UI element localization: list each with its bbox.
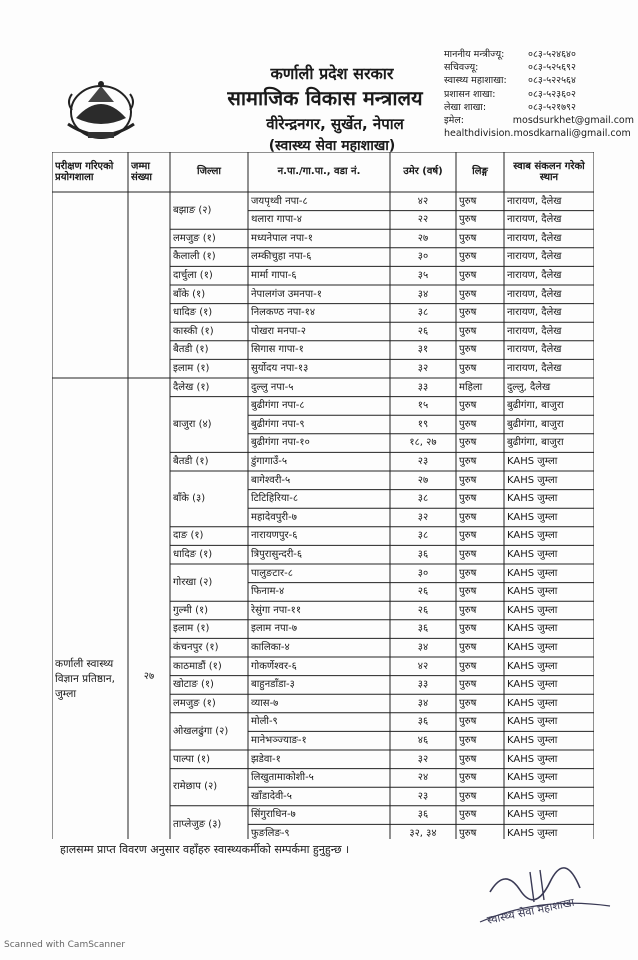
district-cell: धादिङ (१) <box>173 548 213 560</box>
contact-row <box>444 88 634 101</box>
sex-cell: पुरुष <box>459 586 477 598</box>
swab-site-cell: KAHS जुम्ला <box>507 772 558 784</box>
municipality-cell: मोली-९ <box>251 716 278 728</box>
group-total-cell: २७ <box>143 671 155 682</box>
age-cell: २६ <box>417 604 429 616</box>
age-cell: ४६ <box>417 734 429 746</box>
sex-cell: पुरुष <box>459 400 477 412</box>
district-cell: खोटाङ (१) <box>173 679 214 691</box>
contact-label: लेखा शाखा: <box>444 101 487 113</box>
municipality-cell: मध्यनेपाल नपा-१ <box>251 232 313 244</box>
swab-site-cell: KAHS जुम्ला <box>507 511 558 523</box>
swab-site-cell: KAHS जुम्ला <box>507 660 558 672</box>
sex-cell: पुरुष <box>459 362 477 374</box>
contact-label: प्रशासन शाखा: <box>444 88 496 100</box>
swab-site-cell: KAHS जुम्ला <box>507 679 558 691</box>
swab-site-cell: KAHS जुम्ला <box>507 586 558 598</box>
age-cell: २६ <box>417 325 429 337</box>
swab-site-cell: बुढीगंगा, बाजुरा <box>507 437 564 449</box>
sex-cell: पुरुष <box>459 548 477 560</box>
sex-cell: पुरुष <box>459 660 477 672</box>
municipality-cell: फुङलिङ-९ <box>251 827 290 839</box>
age-cell: ३३ <box>417 381 429 393</box>
municipality-cell: बुढीगंगा नपा-९ <box>251 418 305 430</box>
sex-cell: पुरुष <box>459 530 477 542</box>
district-cell: धादिङ (१) <box>173 307 213 319</box>
age-cell: ३८ <box>417 307 429 319</box>
contact-label: सचिवज्यू: <box>444 62 479 74</box>
sex-cell: पुरुष <box>459 455 477 467</box>
header-sex: लिङ्ग <box>472 166 488 178</box>
sex-cell: पुरुष <box>459 679 477 691</box>
age-cell: ३६ <box>417 716 429 728</box>
svg-text:स्वास्थ्य सेवा महाशाखा: स्वास्थ्य सेवा महाशाखा <box>485 895 576 927</box>
district-cell: गोरखा (२) <box>173 576 213 588</box>
swab-site-cell: KAHS जुम्ला <box>507 734 558 746</box>
municipality-cell: गोकर्णेश्वर-६ <box>251 660 297 672</box>
contact-block <box>444 48 634 140</box>
district-cell: इलाम (१) <box>173 362 210 374</box>
age-cell: ३४ <box>417 288 429 300</box>
office-location: वीरेन्द्रनगर, सुर्खेत, नेपाल <box>266 115 404 133</box>
age-cell: ३० <box>417 251 429 263</box>
header-lab: परीक्षण गरिएको प्रयोगशाला <box>55 160 114 183</box>
municipality-cell: कालिका-४ <box>251 641 290 653</box>
municipality-cell: बागेश्वरी-५ <box>251 474 291 486</box>
contact-row <box>444 114 634 127</box>
municipality-cell: नेपालगंज उमनपा-१ <box>251 288 322 300</box>
age-cell: ३३ <box>417 679 429 691</box>
contact-row <box>444 101 634 114</box>
age-cell: २७ <box>417 474 429 486</box>
sex-cell: पुरुष <box>459 251 477 263</box>
header-age: उमेर (वर्ष) <box>403 166 443 178</box>
municipality-cell: निलकण्ठ नपा-१४ <box>251 307 316 319</box>
sex-cell: पुरुष <box>459 604 477 616</box>
age-cell: ३८ <box>417 530 429 542</box>
age-cell: २७ <box>417 232 429 244</box>
age-cell: १८, २७ <box>409 437 437 449</box>
branch-title: (स्वास्थ्य सेवा महाशाखा) <box>268 138 396 154</box>
nepal-emblem-icon <box>58 72 144 148</box>
swab-site-cell: नारायण, दैलेख <box>507 307 562 319</box>
municipality-cell: थलारा गापा-४ <box>251 214 302 226</box>
sex-cell: पुरुष <box>459 195 477 207</box>
district-cell: बैतडी (१) <box>173 344 209 356</box>
municipality-cell: पोखरा मनपा-२ <box>251 325 306 337</box>
municipality-cell: मानेभञ्ज्याङ-१ <box>251 734 307 746</box>
contact-email[interactable]: healthdivision.mosdkarnali@gmail.com <box>444 128 631 140</box>
district-cell: दार्चुला (१) <box>173 269 213 281</box>
sex-cell: पुरुष <box>459 214 477 226</box>
swab-site-cell: नारायण, दैलेख <box>507 362 562 374</box>
sex-cell: पुरुष <box>459 790 477 802</box>
contact-row <box>444 127 634 140</box>
swab-site-cell: KAHS जुम्ला <box>507 623 558 635</box>
swab-site-cell: नारायण, दैलेख <box>507 195 562 207</box>
municipality-cell: त्रिपुरासुन्दरी-६ <box>251 548 303 560</box>
ministry-title: सामाजिक विकास मन्त्रालय <box>227 86 423 110</box>
contact-value: ०८३-५२३६०२ <box>528 88 576 100</box>
age-cell: १५ <box>417 400 429 412</box>
sex-cell: पुरुष <box>459 288 477 300</box>
swab-site-cell: नारायण, दैलेख <box>507 288 562 300</box>
municipality-cell: इलाम नपा-७ <box>251 623 298 635</box>
swab-site-cell: नारायण, दैलेख <box>507 269 562 281</box>
header-swab-site: स्वाब संकलन गरेको स्थान <box>513 160 585 183</box>
sex-cell: पुरुष <box>459 567 477 579</box>
sex-cell: पुरुष <box>459 493 477 505</box>
sex-cell: पुरुष <box>459 734 477 746</box>
swab-site-cell: KAHS जुम्ला <box>507 790 558 802</box>
results-table <box>52 152 594 839</box>
age-cell: ३१ <box>417 344 429 356</box>
age-cell: ३२ <box>417 511 429 523</box>
swab-site-cell: KAHS जुम्ला <box>507 716 558 728</box>
municipality-cell: झडेवा-१ <box>251 753 281 765</box>
age-cell: ३६ <box>417 809 429 821</box>
swab-site-cell: नारायण, दैलेख <box>507 214 562 226</box>
sex-cell: पुरुष <box>459 325 477 337</box>
age-cell: ३२, ३४ <box>409 827 437 839</box>
age-cell: ३२ <box>417 753 429 765</box>
district-cell: पाल्पा (१) <box>173 753 211 765</box>
age-cell: १९ <box>417 418 429 430</box>
district-cell: दाङ (१) <box>173 530 204 542</box>
swab-site-cell: नारायण, दैलेख <box>507 325 562 337</box>
age-cell: ३६ <box>417 548 429 560</box>
municipality-cell: लम्कीचुहा नपा-६ <box>251 251 312 263</box>
municipality-cell: व्यास-७ <box>251 697 279 709</box>
age-cell: २३ <box>417 455 429 467</box>
municipality-cell: सिंगुराधिन-७ <box>251 809 296 821</box>
district-cell: रामेछाप (२) <box>173 781 218 793</box>
sex-cell: पुरुष <box>459 772 477 784</box>
district-cell: ताप्लेजुङ (३) <box>173 818 222 830</box>
municipality-cell: मार्मा गापा-६ <box>251 269 297 281</box>
age-cell: ३४ <box>417 641 429 653</box>
contact-row <box>444 74 634 87</box>
district-cell: लमजुङ (१) <box>173 232 216 244</box>
contact-row <box>444 61 634 74</box>
signature-stamp <box>470 862 620 934</box>
sex-cell: पुरुष <box>459 232 477 244</box>
age-cell: ३२ <box>417 362 429 374</box>
municipality-cell: जयपृथ्वी नपा-८ <box>251 195 308 207</box>
municipality-cell: सुर्योदय नपा-१३ <box>251 362 309 374</box>
district-cell: कंचनपुर (१) <box>173 641 219 653</box>
swab-site-cell: KAHS जुम्ला <box>507 548 558 560</box>
swab-site-cell: KAHS जुम्ला <box>507 474 558 486</box>
municipality-cell: बुढीगंगा नपा-८ <box>251 400 305 412</box>
swab-site-cell: KAHS जुम्ला <box>507 493 558 505</box>
sex-cell: पुरुष <box>459 437 477 449</box>
swab-site-cell: KAHS जुम्ला <box>507 604 558 616</box>
sex-cell: पुरुष <box>459 511 477 523</box>
sex-cell: पुरुष <box>459 344 477 356</box>
header-total: जम्मा संख्या <box>131 160 152 183</box>
municipality-cell: बुढीगंगा नपा-१० <box>251 437 310 449</box>
swab-site-cell: KAHS जुम्ला <box>507 530 558 542</box>
age-cell: ३५ <box>417 269 429 281</box>
district-cell: लमजुङ (१) <box>173 697 216 709</box>
sex-cell: पुरुष <box>459 809 477 821</box>
contact-label: माननीय मन्त्रीज्यू: <box>444 49 505 60</box>
age-cell: २३ <box>417 790 429 802</box>
swab-site-cell: नारायण, दैलेख <box>507 251 562 263</box>
swab-site-cell: KAHS जुम्ला <box>507 753 558 765</box>
sex-cell: पुरुष <box>459 623 477 635</box>
swab-site-cell: नारायण, दैलेख <box>507 344 562 356</box>
swab-site-cell: दुल्लु, दैलेख <box>507 381 551 393</box>
sex-cell: पुरुष <box>459 269 477 281</box>
municipality-cell: दुल्लु नपा-५ <box>251 381 294 393</box>
district-cell: ओखलढुंगा (२) <box>173 725 229 737</box>
municipality-cell: सिगास गापा-१ <box>251 344 304 356</box>
sex-cell: पुरुष <box>459 716 477 728</box>
district-cell: कैलाली (१) <box>173 251 216 263</box>
contact-label: स्वास्थ्य महाशाखा: <box>444 75 507 87</box>
municipality-cell: बाहुनडाँडा-३ <box>251 679 295 691</box>
government-title: कर्णाली प्रदेश सरकार <box>270 64 394 83</box>
age-cell: ४२ <box>417 660 429 672</box>
header-district: जिल्ला <box>197 166 221 178</box>
sex-cell: महिला <box>459 381 483 393</box>
contact-value: ०८३-५२१७९२ <box>528 101 576 113</box>
swab-site-cell: बुढीगंगा, बाजुरा <box>507 418 564 430</box>
swab-site-cell: KAHS जुम्ला <box>507 641 558 653</box>
municipality-cell: पालुङटार-८ <box>251 567 293 579</box>
sex-cell: पुरुष <box>459 307 477 319</box>
swab-site-cell: KAHS जुम्ला <box>507 455 558 467</box>
age-cell: ४२ <box>417 195 429 207</box>
district-cell: इलाम (१) <box>173 623 210 635</box>
age-cell: २६ <box>417 586 429 598</box>
footer-note: हालसम्म प्राप्त विवरण अनुसार वहाँहरु स्वास्थ्यकर्मीको सम्पर्कमा हुनुहुन्छ । <box>60 843 350 856</box>
swab-site-cell: KAHS जुम्ला <box>507 567 558 579</box>
district-cell: बैतडी (१) <box>173 455 209 467</box>
contact-value: ०८३-५२२५६४ <box>528 75 576 87</box>
age-cell: ३४ <box>417 697 429 709</box>
municipality-cell: टिटिहिरिया-८ <box>251 493 299 505</box>
contact-label: इमेल: <box>444 115 464 127</box>
swab-site-cell: KAHS जुम्ला <box>507 697 558 709</box>
age-cell: २४ <box>417 772 429 784</box>
sex-cell: पुरुष <box>459 753 477 765</box>
municipality-cell: लिखुतामाकोशी-५ <box>251 772 314 784</box>
scanner-watermark: Scanned with CamScanner <box>4 940 126 950</box>
district-cell: बाँके (३) <box>173 493 206 505</box>
municipality-cell: रेसुंगा नपा-११ <box>251 604 302 616</box>
sex-cell: पुरुष <box>459 474 477 486</box>
district-cell: कास्की (१) <box>173 325 214 337</box>
age-cell: ३६ <box>417 623 429 635</box>
age-cell: ३८ <box>417 493 429 505</box>
swab-site-cell: बुढीगंगा, बाजुरा <box>507 400 564 412</box>
contact-value: ०८३-५२४६४० <box>528 49 576 60</box>
district-cell: काठमाडौं (१) <box>173 660 222 672</box>
header-municipality: न.पा./गा.पा., वडा नं. <box>277 166 361 178</box>
contact-value: ०८३-५२५६९२ <box>528 62 576 74</box>
lab-name-cell: कर्णाली स्वास्थ्य विज्ञान प्रतिष्ठान, जुम्ला <box>55 658 115 700</box>
municipality-cell: महादेवपुरी-७ <box>251 511 297 523</box>
contact-row <box>444 48 634 61</box>
municipality-cell: डुंगागाउँ-५ <box>251 455 288 467</box>
swab-site-cell: KAHS जुम्ला <box>507 827 558 839</box>
swab-site-cell: KAHS जुम्ला <box>507 809 558 821</box>
municipality-cell: नारायणपुर-६ <box>251 530 298 542</box>
age-cell: ३० <box>417 567 429 579</box>
district-cell: गुल्मी (१) <box>173 604 209 616</box>
district-cell: बाँके (१) <box>173 288 206 300</box>
district-cell: बझाङ (२) <box>173 204 212 216</box>
age-cell: २२ <box>417 214 429 226</box>
sex-cell: पुरुष <box>459 418 477 430</box>
municipality-cell: खाँडादेवी-५ <box>251 790 292 802</box>
contact-email[interactable]: mosdsurkhet@gmail.com <box>512 115 634 127</box>
district-cell: बाजुरा (४) <box>173 418 212 430</box>
municipality-cell: फिनाम-४ <box>251 586 285 598</box>
sex-cell: पुरुष <box>459 697 477 709</box>
sex-cell: पुरुष <box>459 827 477 839</box>
sex-cell: पुरुष <box>459 641 477 653</box>
swab-site-cell: नारायण, दैलेख <box>507 232 562 244</box>
district-cell: दैलेख (१) <box>173 381 210 393</box>
